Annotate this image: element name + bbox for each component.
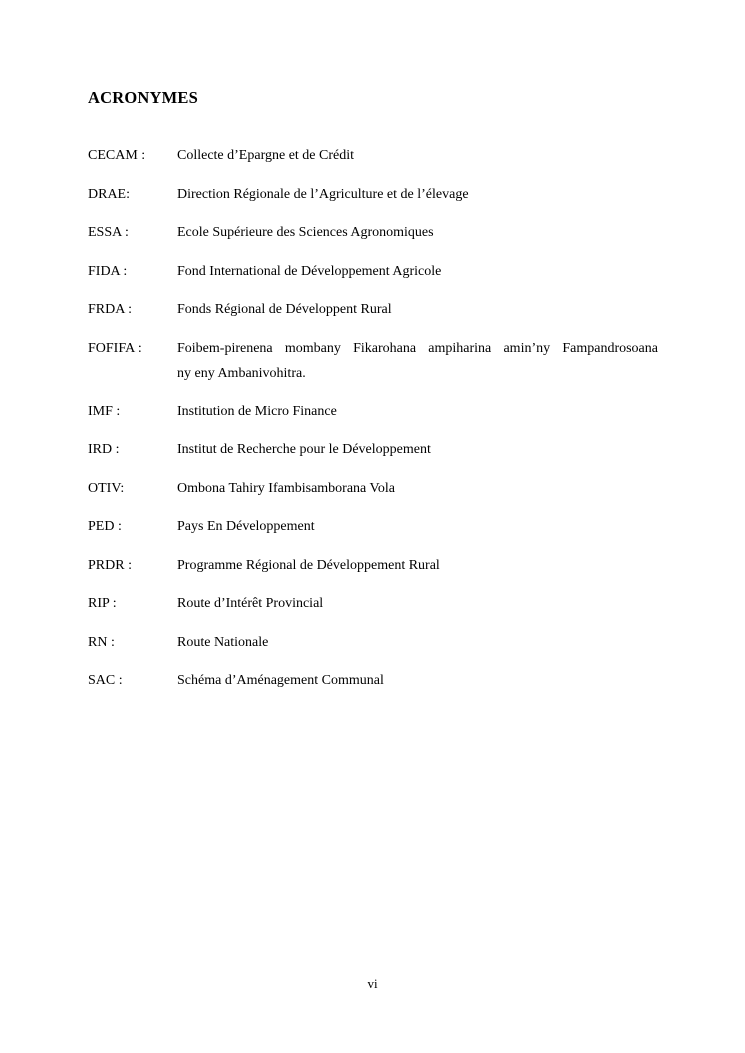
acronym-abbr: IRD : <box>88 442 120 457</box>
acronym-abbr: CECAM : <box>88 148 146 163</box>
acronym-definition: Collecte d’Epargne et de Crédit <box>177 148 355 163</box>
acronym-abbr: ESSA : <box>88 225 129 240</box>
acronym-entry-imf <box>88 402 658 421</box>
acronym-abbr: FIDA : <box>88 263 128 279</box>
acronym-definition <box>177 339 658 383</box>
acronym-definition: Direction Régionale de l’Agriculture et de l’élevage <box>177 186 469 202</box>
acronym-definition: Route Nationale <box>177 634 269 650</box>
acronym-definition-line-2: ny eny Ambanivohitra. <box>177 365 306 381</box>
acronym-definition: Ecole Supérieure des Sciences Agronomiques <box>177 225 434 240</box>
acronym-abbr: SAC : <box>88 673 123 688</box>
page-title: ACRONYMES <box>88 88 198 107</box>
page-number: vi <box>367 976 378 991</box>
acronym-entry-rip <box>88 594 658 613</box>
acronym-definition: Fonds Régional de Développent Rural <box>177 302 392 317</box>
acronym-entry-ped <box>88 517 658 536</box>
acronym-entry-rn <box>88 633 658 652</box>
acronym-definition: Route d’Intérêt Provincial <box>177 596 324 611</box>
acronym-entry-prdr <box>88 556 658 575</box>
acronym-entry-essa <box>88 223 658 242</box>
acronym-entry-cecam <box>88 146 658 165</box>
acronym-entry-drae <box>88 185 658 204</box>
acronym-entry-fida <box>88 262 658 281</box>
acronym-definition: Schéma d’Aménagement Communal <box>177 673 384 688</box>
acronym-abbr: FRDA : <box>88 302 132 317</box>
acronym-entry-ird <box>88 440 658 459</box>
acronym-abbr: FOFIFA : <box>88 340 142 356</box>
acronym-abbr: OTIV: <box>88 480 125 496</box>
acronym-abbr: PRDR : <box>88 557 132 573</box>
acronym-definition: Fond International de Développement Agricole <box>177 263 442 279</box>
acronym-entry-fofifa <box>88 339 658 383</box>
acronym-definition: Institution de Micro Finance <box>177 403 337 419</box>
acronym-entry-frda <box>88 300 658 319</box>
acronym-definition: Institut de Recherche pour le Développement <box>177 442 431 457</box>
acronym-definition: Pays En Développement <box>177 519 315 534</box>
acronym-abbr: DRAE: <box>88 186 130 202</box>
acronym-definition: Ombona Tahiry Ifambisamborana Vola <box>177 480 395 496</box>
acronym-abbr: PED : <box>88 519 122 534</box>
acronym-definition: Programme Régional de Développement Rural <box>177 557 440 573</box>
acronym-definition-line-1: Foibem-pirenena mombany Fikarohana ampiharina amin’ny Fampandrosoana <box>177 340 658 356</box>
acronym-abbr: RN : <box>88 634 115 650</box>
acronym-entry-sac <box>88 671 658 690</box>
acronym-list <box>88 146 658 710</box>
acronym-abbr: RIP : <box>88 596 117 611</box>
acronym-entry-otiv <box>88 479 658 498</box>
acronym-abbr: IMF : <box>88 403 121 419</box>
